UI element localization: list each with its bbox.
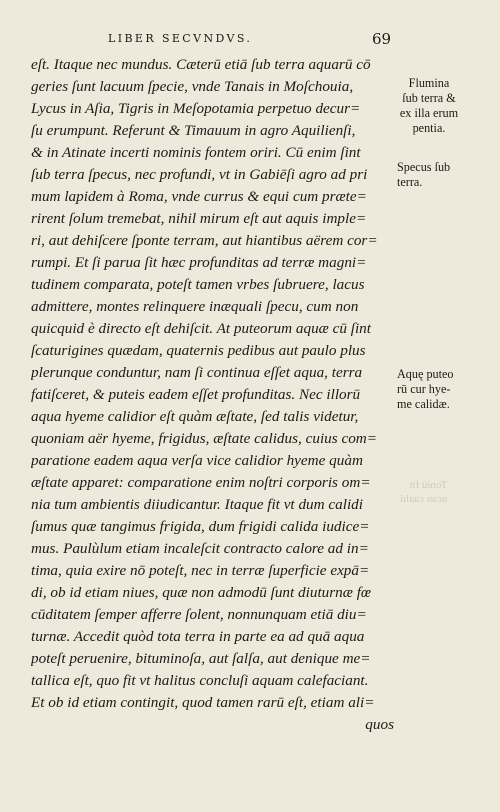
- text-line: ſcaturigines quædam, quaternis pedibus aut paulo plus: [31, 342, 366, 359]
- text-line: quos: [365, 716, 394, 733]
- marginal-note-flumina: [397, 76, 461, 136]
- page-header: [0, 30, 500, 50]
- show-through-text: [400, 478, 447, 506]
- marginal-note-line: terra.: [397, 175, 423, 189]
- text-line: mum lapidem à Roma, vnde currus & equi cum præte=: [31, 188, 367, 205]
- marginal-note-specus: [397, 160, 450, 190]
- text-line: ſumus quæ tangimus frigida, dum frigidi calida iudice=: [31, 518, 370, 535]
- marginal-note-line: Aquę puteo: [397, 367, 454, 381]
- marginal-note-line: me calidæ.: [397, 397, 450, 411]
- text-line: paratione eadem aqua verſa vice calidior hyeme quàm: [31, 452, 363, 469]
- text-line: rirent ſolum tremebat, nihil mirum eſt aut aquis imple=: [31, 210, 367, 227]
- show-through-line: ucau caalıi: [400, 493, 448, 505]
- text-line: eſt. Itaque nec mundus. Cæterū etiā ſub terra aquarū cō: [31, 56, 371, 73]
- text-line: aqua hyeme calidior eſt quàm æſtate, ſed talis videtur,: [31, 408, 359, 425]
- text-line: quicquid è directo eſt dehiſcit. At puteorum aquæ cū ſint: [31, 320, 371, 337]
- text-line: turnæ. Accedit quòd tota terra in parte ea ad quā aqua: [31, 628, 365, 645]
- text-line: & in Atinate incerti nominis fontem oriri. Cū enim ſint: [31, 144, 361, 161]
- text-line: geries ſunt lacuum ſpecie, vnde Tanais in Moſchouia,: [31, 78, 354, 95]
- marginal-note-line: ex illa erum: [399, 106, 459, 120]
- main-text-block: [31, 54, 394, 736]
- marginal-note-line: rū cur hye-: [397, 382, 451, 396]
- text-line: nia tum ambientis diiudicantur. Itaque fit vt dum calidi: [31, 496, 363, 513]
- marginal-note-aquae-puteorum: [397, 367, 454, 412]
- text-line: quoniam aër hyeme, frigidus, æſtate calidus, cuius com=: [31, 430, 378, 447]
- marginal-note-line: Flumina: [408, 76, 450, 90]
- text-line: ſub terra ſpecus, nec profundi, vt in Gabiēſi agro ad pri: [31, 166, 368, 183]
- text-line: ri, aut dehiſcere ſponte terram, aut hiantibus aërem cor=: [31, 232, 378, 249]
- text-line: mus. Paulùlum etiam incaleſcit contracto calore ad in=: [31, 540, 369, 557]
- page-number: 69: [372, 30, 392, 48]
- text-line: æſtate apparet: comparatione enim noſtri corporis om=: [31, 474, 371, 491]
- text-line: tudinem comparata, poteſt tamen vrbes ſubruere, lacus: [31, 276, 365, 293]
- text-line: cūditatem ſemper afferre ſolent, nonnunquam etiā diu=: [31, 606, 367, 623]
- text-line: plerunque conduntur, nam ſi continua eſſet aqua, terra: [31, 364, 363, 381]
- text-line: ſu erumpunt. Referunt & Timauum in agro Aquilienſi,: [31, 122, 356, 139]
- text-line: Lycus in Aſia, Tigris in Meſopotamia perpetuo decur=: [31, 100, 361, 117]
- text-line: tima, quia exire nō poteſt, nec in terræ ſuperficie expā=: [31, 562, 370, 579]
- marginal-note-line: ſub terra &: [402, 91, 456, 105]
- running-head: LIBER SECVNDVS.: [108, 32, 253, 45]
- text-line: admittere, montes relinquere inæquali ſpecu, cum non: [31, 298, 359, 315]
- text-line: fatiſceret, & puteis eadem eſſet profunditas. Nec illorū: [31, 386, 361, 403]
- text-line: tallica eſt, quo fit vt halitus concluſi aquam calefaciant.: [31, 672, 369, 689]
- text-line: Et ob id etiam contingit, quod tamen rarū eſt, etiam ali=: [31, 694, 375, 711]
- text-line: poteſt peruenire, bituminoſa, aut ſalſa, aut denique me=: [31, 650, 371, 667]
- text-line: rumpi. Et ſi parua ſit hæc profunditas ad terræ magni=: [31, 254, 367, 271]
- show-through-line: Toniü fit: [409, 479, 448, 491]
- text-line: di, ob id etiam niues, quæ non admodū ſunt diuturnæ fœ: [31, 584, 372, 601]
- marginal-note-line: pentia.: [412, 121, 446, 135]
- marginal-note-line: Specus ſub: [397, 160, 451, 174]
